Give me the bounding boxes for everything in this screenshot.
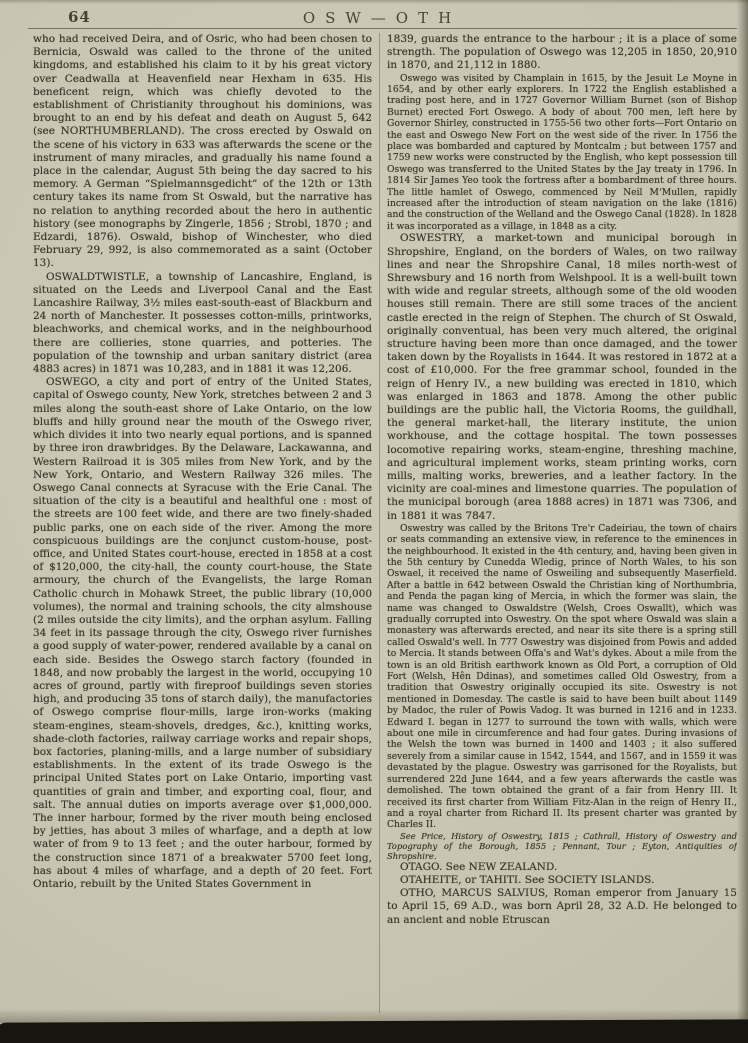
paragraph: OTAHEITE, or TAHITI. See SOCIETY ISLANDS.	[400, 873, 655, 886]
paragraph: who had received Deira, and of Osric, who had been chosen to Bernicia, Oswald was called to the throne of the united kingdoms, and established his claim to it by his great victory over Ceadwalla at Heavenfield near Hexham in 635. His beneficent reign, which was chiefly devoted to the establishment of Christianity throughout his dominions, was brought to an end by his defeat and death on August 5, 642 (see NORTHUMBERLAND). The cross erected by Oswald on the scene of his victory in 633 was afterwards the scene or the instrument of many miracles, and gradually his name found a place in the calendar, August 5th being the day sacred to his memory. A German “Spielmannsgedicht” of the 12th or 13th century takes its name from St Oswald, but the narrative has no relation to anything recorded about the hero in authentic history (see monographs by Zingerle, 1856 ; Strobl, 1870 ; and Edzardi, 1876). Oswald, bishop of Winchester, who died February 29, 992, is also commemorated as a saint (October 13).	[33, 33, 372, 270]
paragraph: See Price, History of Oswestry, 1815 ; Cathrall, History of Oswestry and Topography of the Borough, 1855 ; Pennant, Tour ; Eyton, Antiquities of Shropshire.	[387, 830, 737, 861]
paragraph: OTAGO. See NEW ZEALAND.	[400, 860, 558, 873]
running-header	[30, 8, 734, 28]
page-top-edge	[0, 0, 748, 4]
header-rule	[28, 28, 737, 29]
column-left	[33, 33, 372, 1015]
paragraph: OSWEGO, a city and port of entry of the United States, capital of Oswego county, New York, stretches between 2 and 3 miles along the south-east shore of Lake Ontario, on the low bluffs and hilly ground near the mouth of the Oswego river, which divides it into two nearly equal portions, and is spanned by three iron drawbridges. By the Delaware, Lackawanna, and Western Railroad it is 305 miles from New York, and by the New York, Ontario, and Western Railway 326 miles. The Oswego Canal connects at Syracuse with the Erie Canal. The situation of the city is a beautiful and healthful one : most of the streets are 100 feet wide, and there are two finely-shaded public parks, one on each side of the river. Among the more conspicuous buildings are the conjunct custom-house, post-office, and United States court-house, erected in 1858 at a cost of $120,000, the city-hall, the county court-house, the State armoury, the church of the Evangelists, the large Roman Catholic church in Mohawk Street, the public library (10,000 volumes), the normal and training schools, the city almshouse (2 miles outside the city limits), and the orphan asylum. Falling 34 feet in its passage through the city, Oswego river furnishes a good supply of water-power, rendered available by a canal on each side. Besides the Oswego starch factory (founded in 1848, and now probably the largest in the world, occupying 10 acres of ground, partly with fireproof buildings seven stories high, and producing 35 tons of starch daily), the manufactories of Oswego comprise flour-mills, large iron-works (making steam-engines, steam-shovels, dredges, &c.), knitting works, shade-cloth factories, railway carriage works and repair shops, box factories, planing-mills, and a large number of subsidiary establishments. In the extent of its trade Oswego is the principal United States port on Lake Ontario, importing vast quantities of grain and timber, and exporting coal, flour, and salt. The annual duties on imports average over $1,000,000. The inner harbour, formed by the river mouth being enclosed by jetties, has about 3 miles of wharfage, and a depth at low water of from 9 to 13 feet ; and the outer harbour, formed by the construction since 1871 of a breakwater 5700 feet long, has about 4 miles of wharfage, and a depth of 20 feet. Fort Ontario, rebuilt by the United States Government in	[33, 376, 372, 890]
paragraph: OTHO, MARCUS SALVIUS, Roman emperor from January 15 to April 15, 69 A.D., was born April 28, 32 A.D. He belonged to an ancient and noble Etruscan	[387, 887, 737, 926]
paragraph: Oswego was visited by Champlain in 1615, by the Jesuit Le Moyne in 1654, and by other early explorers. In 1722 the English established a trading post here, and in 1727 Governor William Burnet (son of Bishop Burnet) erected Fort Oswego. A body of about 700 men, left here by Governor Shirley, constructed in 1755-56 two other forts—Fort Ontario on the east and Oswego New Fort on the west side of the river. In 1756 the place was bombarded and captured by Montcalm ; but between 1757 and 1759 new works were constructed by the English, who kept possession till Oswego was transferred to the United States by the Jay treaty in 1796. In 1814 Sir James Yeo took the fortress after a bombardment of three hours. The little hamlet of Oswego, commenced by Neil M‘Mullen, rapidly increased after the introduction of steam navigation on the lake (1816) and the construction of the Welland and the Oswego Canal (1828). In 1828 it was incorporated as a village, in 1848 as a city.	[387, 72, 737, 232]
paragraph: OSWESTRY, a market-town and municipal borough in Shropshire, England, on the borders of Wales, on two railway lines and near the Shropshire Canal, 18 miles north-west of Shrewsbury and 16 north from Welshpool. It is a well-built town with wide and regular streets, although some of the old wooden houses still remain. There are still some traces of the ancient castle erected in the reign of Stephen. The church of St Oswald, originally conventual, has been very much altered, the original structure having been more than once damaged, and the tower taken down by the Royalists in 1644. It was restored in 1872 at a cost of £10,000. For the free grammar school, founded in the reign of Henry IV., a new building was erected in 1810, which was enlarged in 1863 and 1878. Among the other public buildings are the public hall, the Victoria Rooms, the guildhall, the general market-hall, the literary institute, the union workhouse, and the cottage hospital. The town possesses locomotive repairing works, steam-engine, threshing machine, and agricultural implement works, steam printing works, corn mills, malting works, breweries, and a leather factory. In the vicinity are coal-mines and limestone quarries. The population of the municipal borough (area 1888 acres) in 1871 was 7306, and in 1881 it was 7847.	[387, 232, 737, 522]
page-right-edge	[737, 0, 748, 1043]
column-divider	[379, 33, 380, 1013]
column-right	[387, 33, 737, 1015]
paragraph: OSWALDTWISTLE, a township of Lancashire, England, is situated on the Leeds and Liverpool Canal and the East Lancashire Railway, 3½ miles east-south-east of Blackburn and 24 north of Manchester. It possesses cotton-mills, printworks, bleachworks, and chemical works, and in the neighbourhood there are collieries, stone quarries, and potteries. The population of the township and urban sanitary district (area 4883 acres) in 1871 was 10,283, and in 1881 it was 12,206.	[33, 270, 372, 376]
paragraph: Oswestry was called by the Britons Tre'r Cadeiriau, the town of chairs or seats commanding an extensive view, in reference to the eminences in the neighbourhood. It existed in the 4th century, and, having been given in the 5th century by Cunedda Wledig, prince of North Wales, to his son Oswael, it received the name of Osweiling and subsequently Maserfield. After a battle in 642 between Oswald the Christian king of Northumbria, and Penda the pagan king of Mercia, in which the former was slain, the name was changed to Oswaldstre (Welsh, Croes Oswallt), which was gradually corrupted into Oswestry. On the spot where Oswald was slain a monastery was afterwards erected, and near its site there is a spring still called Oswald's well. In 777 Oswestry was disjoined from Powis and added to Mercia. It stands between Offa's and Wat's dykes. About a mile from the town is an old British earthwork known as Old Port, a corruption of Old Fort (Welsh, Hên Ddinas), and sometimes called Old Oswestry, from a tradition that Oswestry originally occupied its site. Oswestry is not mentioned in Domesday. The castle is said to have been built about 1149 by Madoc, the ruler of Powis Vadog. It was burned in 1216 and in 1233. Edward I. began in 1277 to surround the town with walls, which were about one mile in circumference and had four gates. During invasions of the Welsh the town was burned in 1400 and 1403 ; it also suffered severely from a similar cause in 1542, 1544, and 1567, and in 1559 it was devastated by the plague. Oswestry was garrisoned for the Royalists, but surrendered 22d June 1644, and a few years afterwards the castle was demolished. The town obtained the grant of a fair from Henry III. It received its first charter from William Fitz-Alan in the reign of Henry II., and a royal charter from Richard II. Its present charter was granted by Charles II.	[387, 522, 737, 831]
paragraph: 1839, guards the entrance to the harbour ; it is a place of some strength. The population of Oswego was 12,205 in 1850, 20,910 in 1870, and 21,112 in 1880.	[387, 33, 737, 72]
page-number: 64	[68, 8, 91, 26]
running-head-title: OSW—OTH	[302, 9, 462, 27]
page-bottom-edge	[0, 1019, 748, 1043]
